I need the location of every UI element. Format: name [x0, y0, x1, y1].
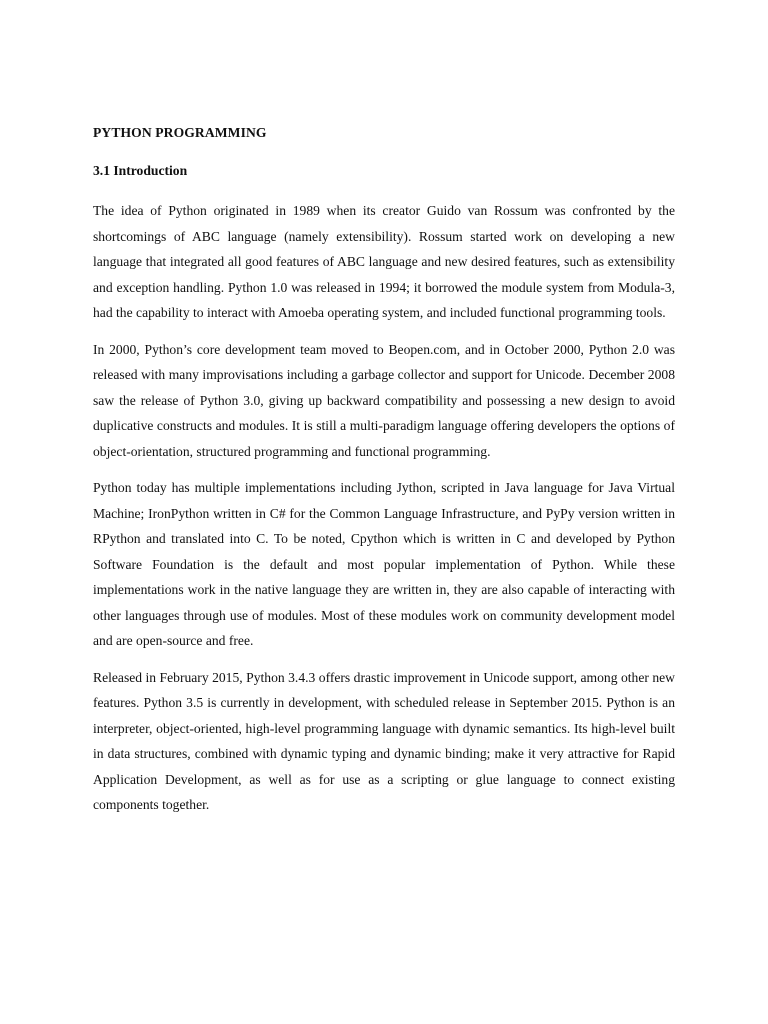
paragraph-implementations: Python today has multiple implementations including Jython, scripted in Java language for Java Virtual Machine; IronPython written in C# for the Common Language Infrastructure, and PyPy version written in RPython and translated into C. To be noted, Cpython which is written in C and developed by Python Software Foundation is the default and most popular implementation of Python. While these implementations work in the native language they are written in, they are also capable of interacting with other languages through use of modules. Most of these modules work on community development model and are open-source and free. [93, 480, 675, 648]
document-body [93, 121, 675, 818]
paragraph-origin: The idea of Python originated in 1989 when its creator Guido van Rossum was confronted by the shortcomings of ABC language (namely extensibility). Rossum started work on developing a new language that integrated all good features of ABC language and new desired features, such as extensibility and exception handling. Python 1.0 was released in 1994; it borrowed the module system from Modula-3, had the capability to interact with Amoeba operating system, and included functional programming tools. [93, 203, 675, 320]
document-title: PYTHON PROGRAMMING [93, 125, 267, 140]
paragraph-python34: Released in February 2015, Python 3.4.3 offers drastic improvement in Unicode support, among other new features. Python 3.5 is currently in development, with scheduled release in September 2015. Python is an interpreter, object-oriented, high-level programming language with dynamic semantics. Its high-level built in data structures, combined with dynamic typing and dynamic binding; make it very attractive for Rapid Application Development, as well as for use as a scripting or glue language to connect existing components together. [93, 669, 675, 812]
paragraph-python2-python3: In 2000, Python’s core development team moved to Beopen.com, and in October 2000, Python 2.0 was released with many improvisations including a garbage collector and support for Unicode. December 2008 saw the release of Python 3.0, giving up backward compatibility and possessing a new design to avoid duplicative constructs and modules. It is still a multi-paradigm language offering developers the options of object-orientation, structured programming and functional programming. [93, 341, 675, 459]
section-heading: 3.1 Introduction [93, 163, 188, 178]
